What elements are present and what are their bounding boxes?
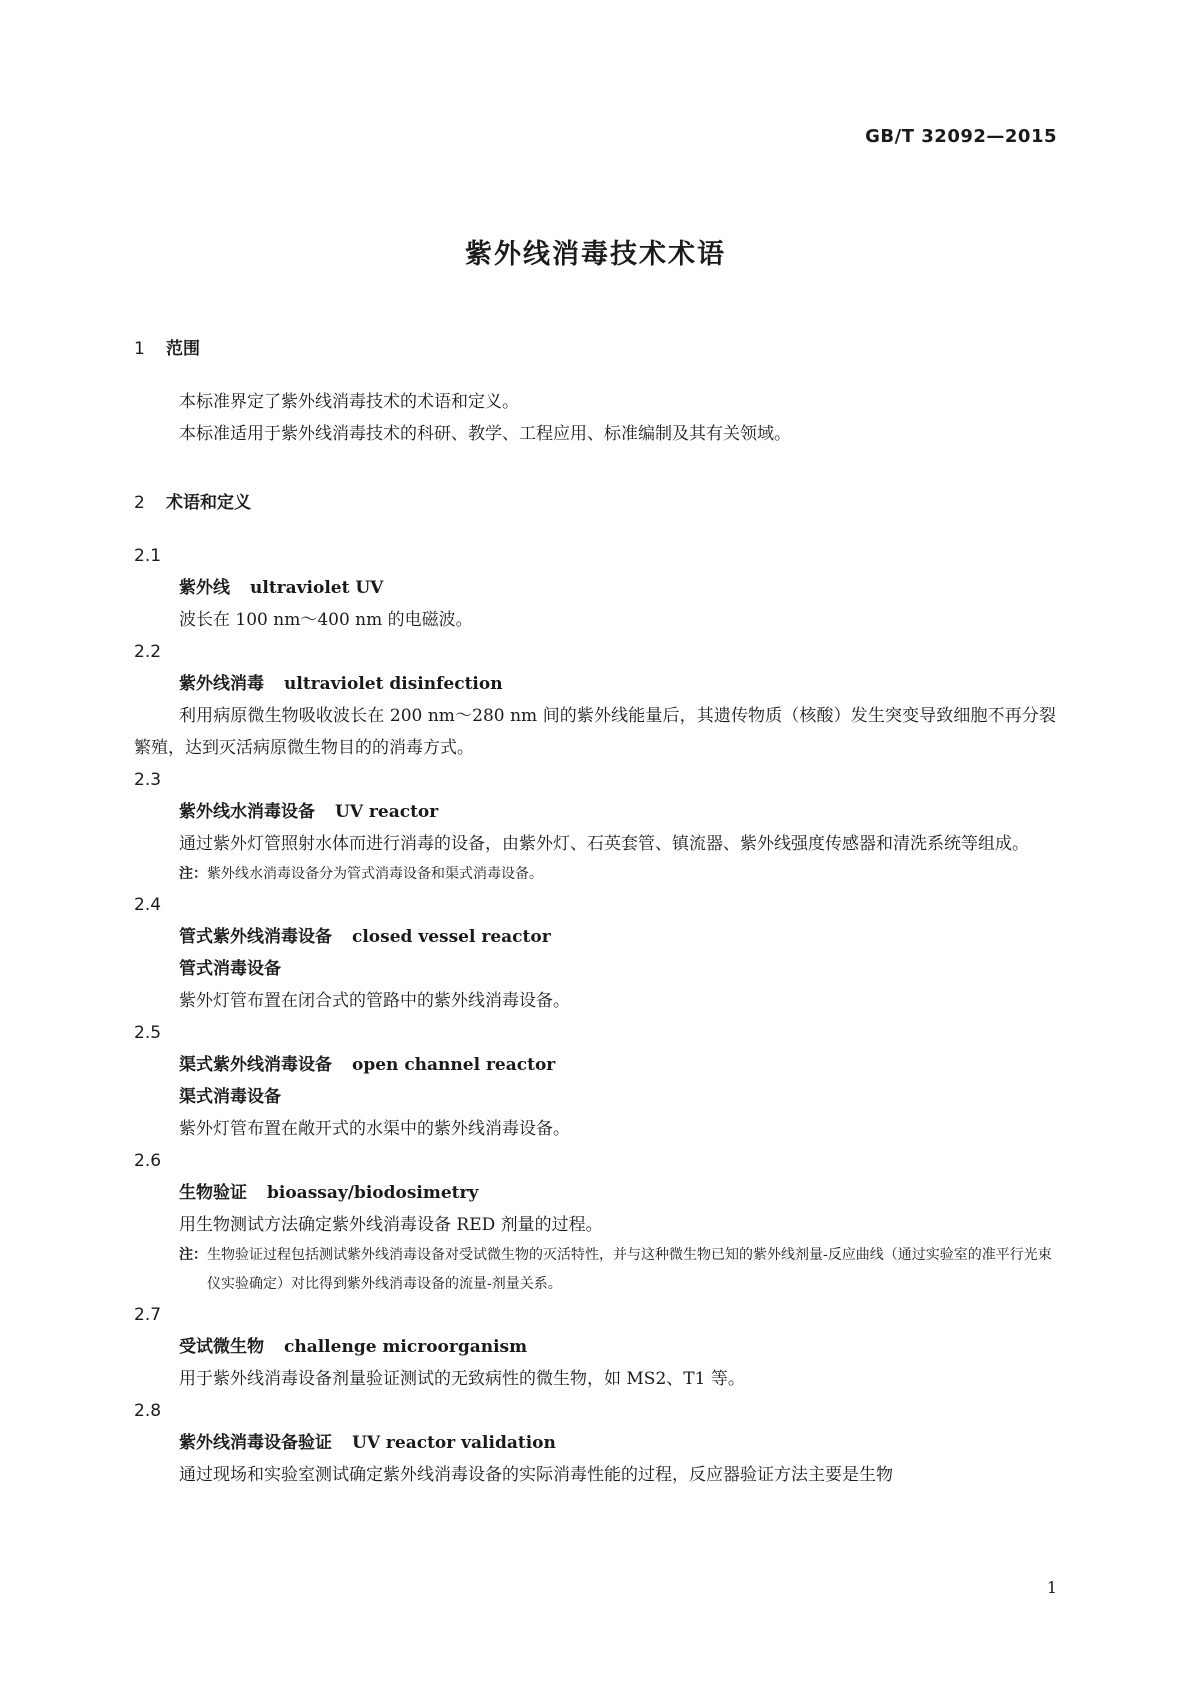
term-entry <box>134 636 1056 764</box>
term-definition: 通过紫外灯管照射水体而进行消毒的设备，由紫外灯、石英套管、镇流器、紫外线强度传感器和清洗系统等组成。 <box>179 834 1029 854</box>
section-heading-terms <box>134 488 1056 518</box>
term-definition: 波长在 100 nm～400 nm 的电磁波。 <box>179 610 473 630</box>
term-zh: 渠式紫外线消毒设备 <box>179 1055 332 1075</box>
term-en: ultraviolet UV <box>250 578 384 598</box>
term-entry <box>134 1017 1056 1145</box>
section-title: 范围 <box>166 339 200 359</box>
document-body <box>134 334 1056 1491</box>
term-entry <box>134 540 1056 636</box>
term-name <box>134 1331 1056 1363</box>
term-definition: 用生物测试方法确定紫外线消毒设备 RED 剂量的过程。 <box>179 1215 603 1235</box>
term-name <box>134 1177 1056 1209</box>
term-name <box>134 1049 1056 1081</box>
term-zh: 紫外线水消毒设备 <box>179 802 315 822</box>
term-en: bioassay/biodosimetry <box>267 1183 479 1203</box>
term-entry <box>134 889 1056 1017</box>
term-zh: 管式紫外线消毒设备 <box>179 927 332 947</box>
section-heading-scope <box>134 334 1056 364</box>
term-zh: 紫外线 <box>179 578 230 598</box>
term-entry <box>134 764 1056 889</box>
section-number: 1 <box>134 339 145 359</box>
term-zh: 生物验证 <box>179 1183 247 1203</box>
term-alt-name: 渠式消毒设备 <box>179 1087 281 1107</box>
term-number: 2.3 <box>134 770 162 790</box>
term-number: 2.8 <box>134 1401 162 1421</box>
term-entry <box>134 1299 1056 1395</box>
term-number: 2.1 <box>134 546 162 566</box>
term-number: 2.7 <box>134 1305 162 1325</box>
scope-paragraph: 本标准界定了紫外线消毒技术的术语和定义。 <box>179 392 519 412</box>
term-definition: 紫外灯管布置在闭合式的管路中的紫外线消毒设备。 <box>179 991 570 1011</box>
note-text: 生物验证过程包括测试紫外线消毒设备对受试微生物的灭活特性，并与这种微生物已知的紫外线剂量-反应曲线（通过实验室的准平行光束仪实验确定）对比得到紫外线消毒设备的流量-剂量关系。 <box>207 1247 1052 1292</box>
term-name <box>134 796 1056 828</box>
term-name <box>134 572 1056 604</box>
term-zh: 受试微生物 <box>179 1337 264 1357</box>
term-zh: 紫外线消毒 <box>179 674 264 694</box>
term-definition: 用于紫外线消毒设备剂量验证测试的无致病性的微生物，如 MS2、T1 等。 <box>179 1369 745 1389</box>
term-en: UV reactor validation <box>352 1433 556 1453</box>
term-definition: 利用病原微生物吸收波长在 200 nm～280 nm 间的紫外线能量后，其遗传物质（核酸）发生突变导致细胞不再分裂繁殖，达到灭活病原微生物目的的消毒方式。 <box>134 706 1056 758</box>
term-definition: 通过现场和实验室测试确定紫外线消毒设备的实际消毒性能的过程，反应器验证方法主要是生物 <box>179 1465 893 1485</box>
document-title: 紫外线消毒技术术语 <box>465 239 726 270</box>
note-text: 紫外线水消毒设备分为管式消毒设备和渠式消毒设备。 <box>207 866 543 882</box>
page-number: 1 <box>1046 1578 1057 1597</box>
term-name <box>134 1427 1056 1459</box>
note-label: 注： <box>179 1247 207 1263</box>
term-name <box>134 668 1056 700</box>
term-name <box>134 921 1056 953</box>
term-en: challenge microorganism <box>284 1337 528 1357</box>
term-en: closed vessel reactor <box>352 927 551 947</box>
term-definition: 紫外灯管布置在敞开式的水渠中的紫外线消毒设备。 <box>179 1119 570 1139</box>
term-note <box>134 860 1056 889</box>
term-number: 2.5 <box>134 1023 162 1043</box>
term-entry <box>134 1145 1056 1299</box>
term-en: ultraviolet disinfection <box>284 674 503 694</box>
term-number: 2.6 <box>134 1151 162 1171</box>
section-title: 术语和定义 <box>166 493 251 513</box>
term-number: 2.2 <box>134 642 162 662</box>
scope-paragraph: 本标准适用于紫外线消毒技术的科研、教学、工程应用、标准编制及其有关领域。 <box>179 424 791 444</box>
section-number: 2 <box>134 493 145 513</box>
term-note <box>134 1241 1056 1299</box>
term-entry <box>134 1395 1056 1491</box>
term-number: 2.4 <box>134 895 162 915</box>
standard-code: GB/T 32092—2015 <box>865 126 1057 147</box>
term-zh: 紫外线消毒设备验证 <box>179 1433 332 1453</box>
note-label: 注： <box>179 866 207 882</box>
term-en: UV reactor <box>335 802 439 822</box>
term-alt-name: 管式消毒设备 <box>179 959 281 979</box>
term-en: open channel reactor <box>352 1055 556 1075</box>
